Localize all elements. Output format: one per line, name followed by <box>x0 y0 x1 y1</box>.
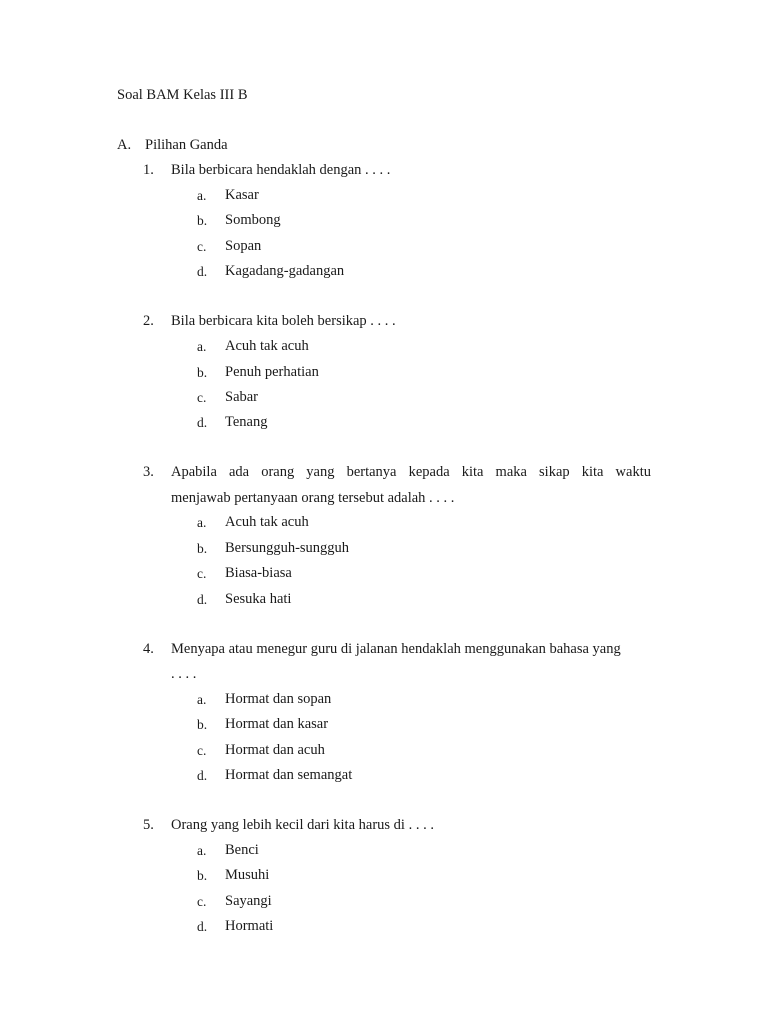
option-text: Hormat dan sopan <box>225 691 332 707</box>
option-letter: d. <box>197 768 208 783</box>
question-number: 5. <box>143 817 154 833</box>
option-letter: c. <box>197 566 207 581</box>
option-letter: a. <box>197 692 207 707</box>
option-text: Biasa-biasa <box>225 565 292 581</box>
option-letter: b. <box>197 868 208 883</box>
question-text-line2: menjawab pertanyaan orang tersebut adalah . . . . <box>171 490 455 506</box>
option-letter: a. <box>197 339 207 354</box>
option-text: Hormat dan acuh <box>225 742 325 758</box>
option-text: Hormati <box>225 918 274 934</box>
option-letter: b. <box>197 541 208 556</box>
option-text: Sabar <box>225 389 259 405</box>
option-letter: c. <box>197 390 207 405</box>
question-number: 3. <box>143 464 154 480</box>
question-text-line1: Menyapa atau menegur guru di jalanan hendaklah menggunakan bahasa yang <box>171 641 621 657</box>
option-text: Penuh perhatian <box>225 364 319 380</box>
option-letter: b. <box>197 717 208 732</box>
option-letter: c. <box>197 239 207 254</box>
section-title: Pilihan Ganda <box>145 137 228 153</box>
option-text: Kasar <box>225 187 259 203</box>
option-text: Sopan <box>225 238 262 254</box>
option-text: Acuh tak acuh <box>225 338 309 354</box>
option-letter: d. <box>197 415 208 430</box>
option-text: Sombong <box>225 212 281 228</box>
option-text: Benci <box>225 842 259 858</box>
option-text: Tenang <box>225 414 268 430</box>
option-text: Acuh tak acuh <box>225 514 309 530</box>
option-letter: b. <box>197 213 208 228</box>
section-marker: A. <box>117 137 132 153</box>
option-letter: c. <box>197 743 207 758</box>
document-title: Soal BAM Kelas III B <box>117 87 248 103</box>
question-text: Bila berbicara hendaklah dengan . . . . <box>171 162 391 178</box>
option-text: Hormat dan kasar <box>225 716 329 732</box>
option-text: Bersungguh-sungguh <box>225 540 350 556</box>
question-number: 1. <box>143 162 154 178</box>
question-number: 2. <box>143 313 154 329</box>
option-letter: c. <box>197 894 207 909</box>
option-letter: d. <box>197 919 208 934</box>
option-text: Musuhi <box>225 867 270 883</box>
option-letter: a. <box>197 188 207 203</box>
option-letter: a. <box>197 843 207 858</box>
option-letter: d. <box>197 592 208 607</box>
question-text-line2: . . . . <box>171 666 197 682</box>
question-text: Bila berbicara kita boleh bersikap . . . . <box>171 313 396 329</box>
question-text-line1: Apabila ada orang yang bertanya kepada kita maka sikap kita waktu <box>171 464 651 480</box>
option-text: Kagadang-gadangan <box>225 263 345 279</box>
question-text: Orang yang lebih kecil dari kita harus di . . . . <box>171 817 434 833</box>
question-number: 4. <box>143 641 154 657</box>
option-text: Sayangi <box>225 893 272 909</box>
option-text: Hormat dan semangat <box>225 767 353 783</box>
option-text: Sesuka hati <box>225 591 292 607</box>
option-letter: b. <box>197 365 208 380</box>
option-letter: d. <box>197 264 208 279</box>
option-letter: a. <box>197 515 207 530</box>
